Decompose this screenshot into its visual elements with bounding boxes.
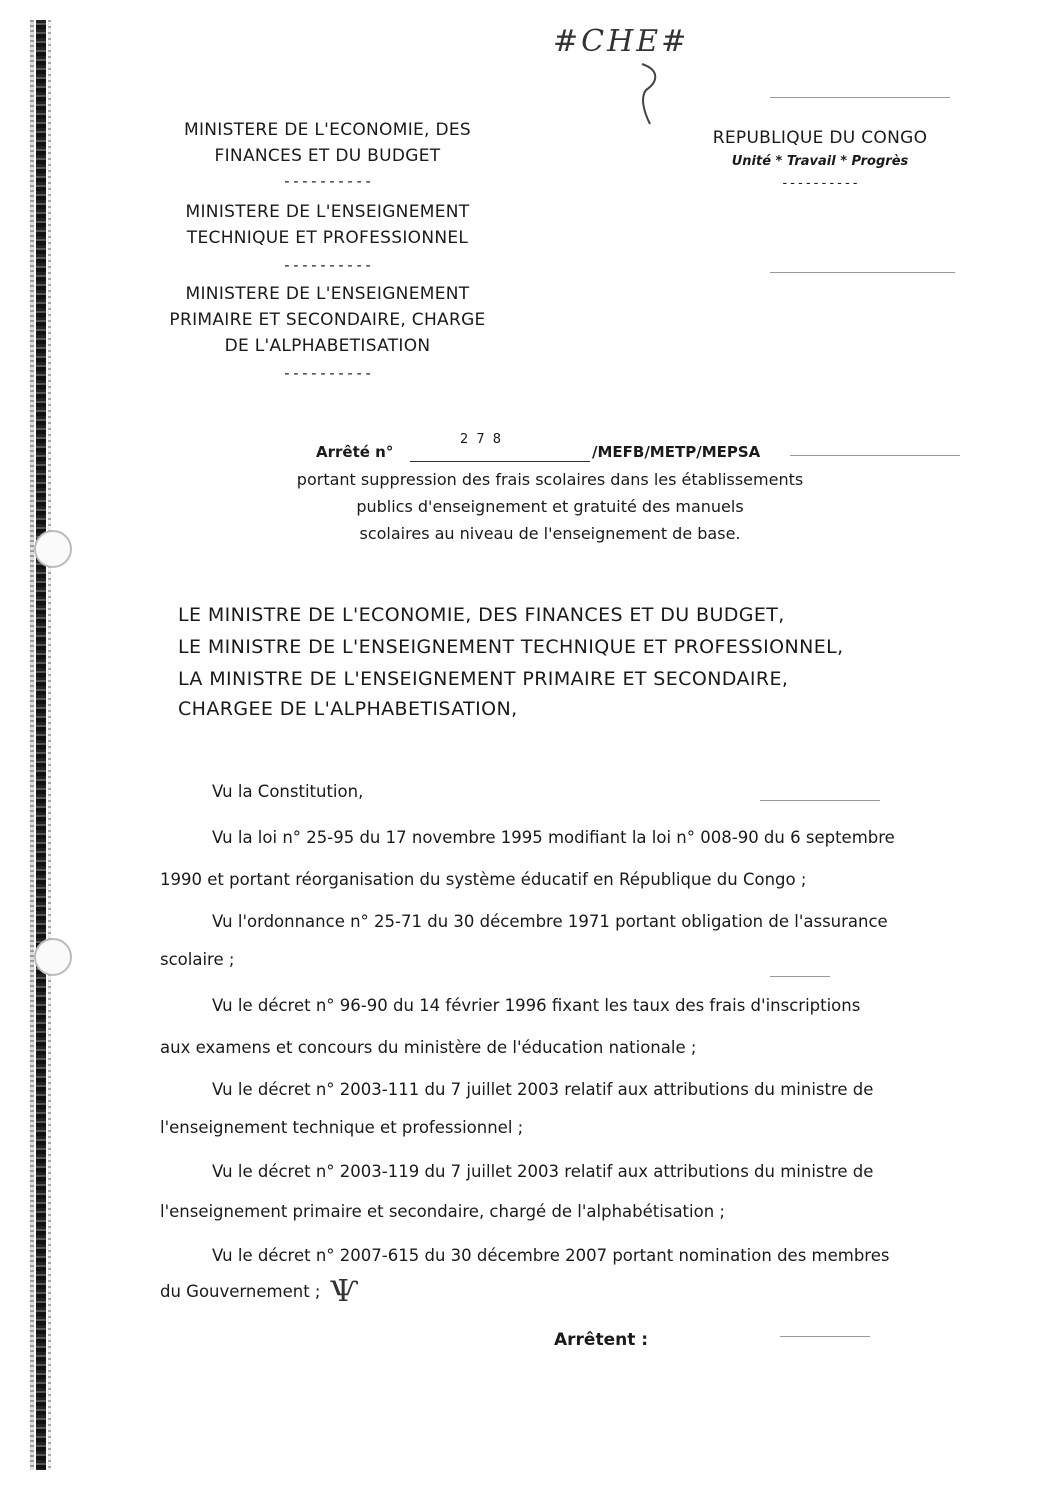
visa-decree-1996-line-2: aux examens et concours du ministère de l'éducation nationale ; (160, 1038, 697, 1057)
handwritten-initial: Ѱ (330, 1274, 359, 1309)
ministry-economy-line-2: FINANCES ET DU BUDGET (214, 146, 441, 166)
visa-law-line-2: 1990 et portant réorganisation du système éducatif en République du Congo ; (160, 870, 807, 889)
punch-hole (34, 530, 72, 568)
separator: ---------- (282, 364, 373, 382)
ministry-economy-line-1: MINISTERE DE L'ECONOMIE, DES (183, 120, 471, 140)
ministry-primary-line-2: PRIMAIRE ET SECONDAIRE, CHARGE (169, 310, 486, 330)
handwritten-stroke (630, 60, 670, 130)
visa-ordinance-line-1: Vu l'ordonnance n° 25-71 du 30 décembre 1971 portant obligation de l'assurance (212, 912, 888, 931)
separator: ---------- (780, 176, 860, 191)
national-motto: Unité * Travail * Progrès (731, 154, 909, 169)
decree-subject-line-3: scolaires au niveau de l'enseignement de base. (359, 524, 741, 543)
handwritten-code: #CHE# (553, 24, 690, 59)
visa-ordinance-line-2: scolaire ; (160, 950, 235, 969)
binding-strip (30, 20, 52, 1470)
decree-suffix: /MEFB/METP/MEPSA (592, 443, 761, 461)
ministry-technical-line-2: TECHNIQUE ET PROFESSIONNEL (186, 228, 469, 248)
decree-subject-line-1: portant suppression des frais scolaires dans les établissements (296, 470, 804, 489)
arretent-heading: Arrêtent : (554, 1330, 649, 1350)
visa-decree-2003-111-line-1: Vu le décret n° 2003-111 du 7 juillet 2003 relatif aux attributions du ministre de (212, 1080, 874, 1099)
minister-literacy: CHARGEE DE L'ALPHABETISATION, (178, 698, 518, 720)
visa-decree-2003-119-line-1: Vu le décret n° 2003-119 du 7 juillet 2003 relatif aux attributions du ministre de (212, 1162, 874, 1181)
minister-primary: LA MINISTRE DE L'ENSEIGNEMENT PRIMAIRE ET SECONDAIRE, (178, 668, 789, 690)
visa-decree-2003-111-line-2: l'enseignement technique et professionnel ; (160, 1118, 524, 1137)
punch-hole (34, 938, 72, 976)
country-name: REPUBLIQUE DU CONGO (712, 128, 928, 148)
minister-economy: LE MINISTRE DE L'ECONOMIE, DES FINANCES ET DU BUDGET, (178, 604, 785, 626)
minister-technical: LE MINISTRE DE L'ENSEIGNEMENT TECHNIQUE ET PROFESSIONNEL, (178, 636, 844, 658)
visa-decree-1996-line-1: Vu le décret n° 96-90 du 14 février 1996 fixant les taux des frais d'inscriptions (212, 996, 861, 1015)
ministry-technical-line-1: MINISTERE DE L'ENSEIGNEMENT (185, 202, 470, 222)
decree-subject-line-2: publics d'enseignement et gratuité des manuels (356, 497, 744, 516)
visa-decree-2007-line-1: Vu le décret n° 2007-615 du 30 décembre 2007 portant nomination des membres (212, 1246, 890, 1265)
visa-decree-2003-119-line-2: l'enseignement primaire et secondaire, chargé de l'alphabétisation ; (160, 1202, 725, 1221)
separator: ---------- (282, 256, 373, 274)
separator: ---------- (282, 172, 373, 190)
ministry-primary-line-1: MINISTERE DE L'ENSEIGNEMENT (185, 284, 470, 304)
decree-label: Arrêté n° (316, 443, 394, 461)
visa-law-line-1: Vu la loi n° 25-95 du 17 novembre 1995 modifiant la loi n° 008-90 du 6 septembre (212, 828, 895, 847)
visa-decree-2007-line-2: du Gouvernement ; (160, 1282, 321, 1301)
decree-number-underline (410, 461, 590, 462)
decree-number: 2 7 8 (460, 432, 504, 447)
ministry-primary-line-3: DE L'ALPHABETISATION (224, 336, 431, 356)
visa-constitution: Vu la Constitution, (212, 782, 364, 801)
